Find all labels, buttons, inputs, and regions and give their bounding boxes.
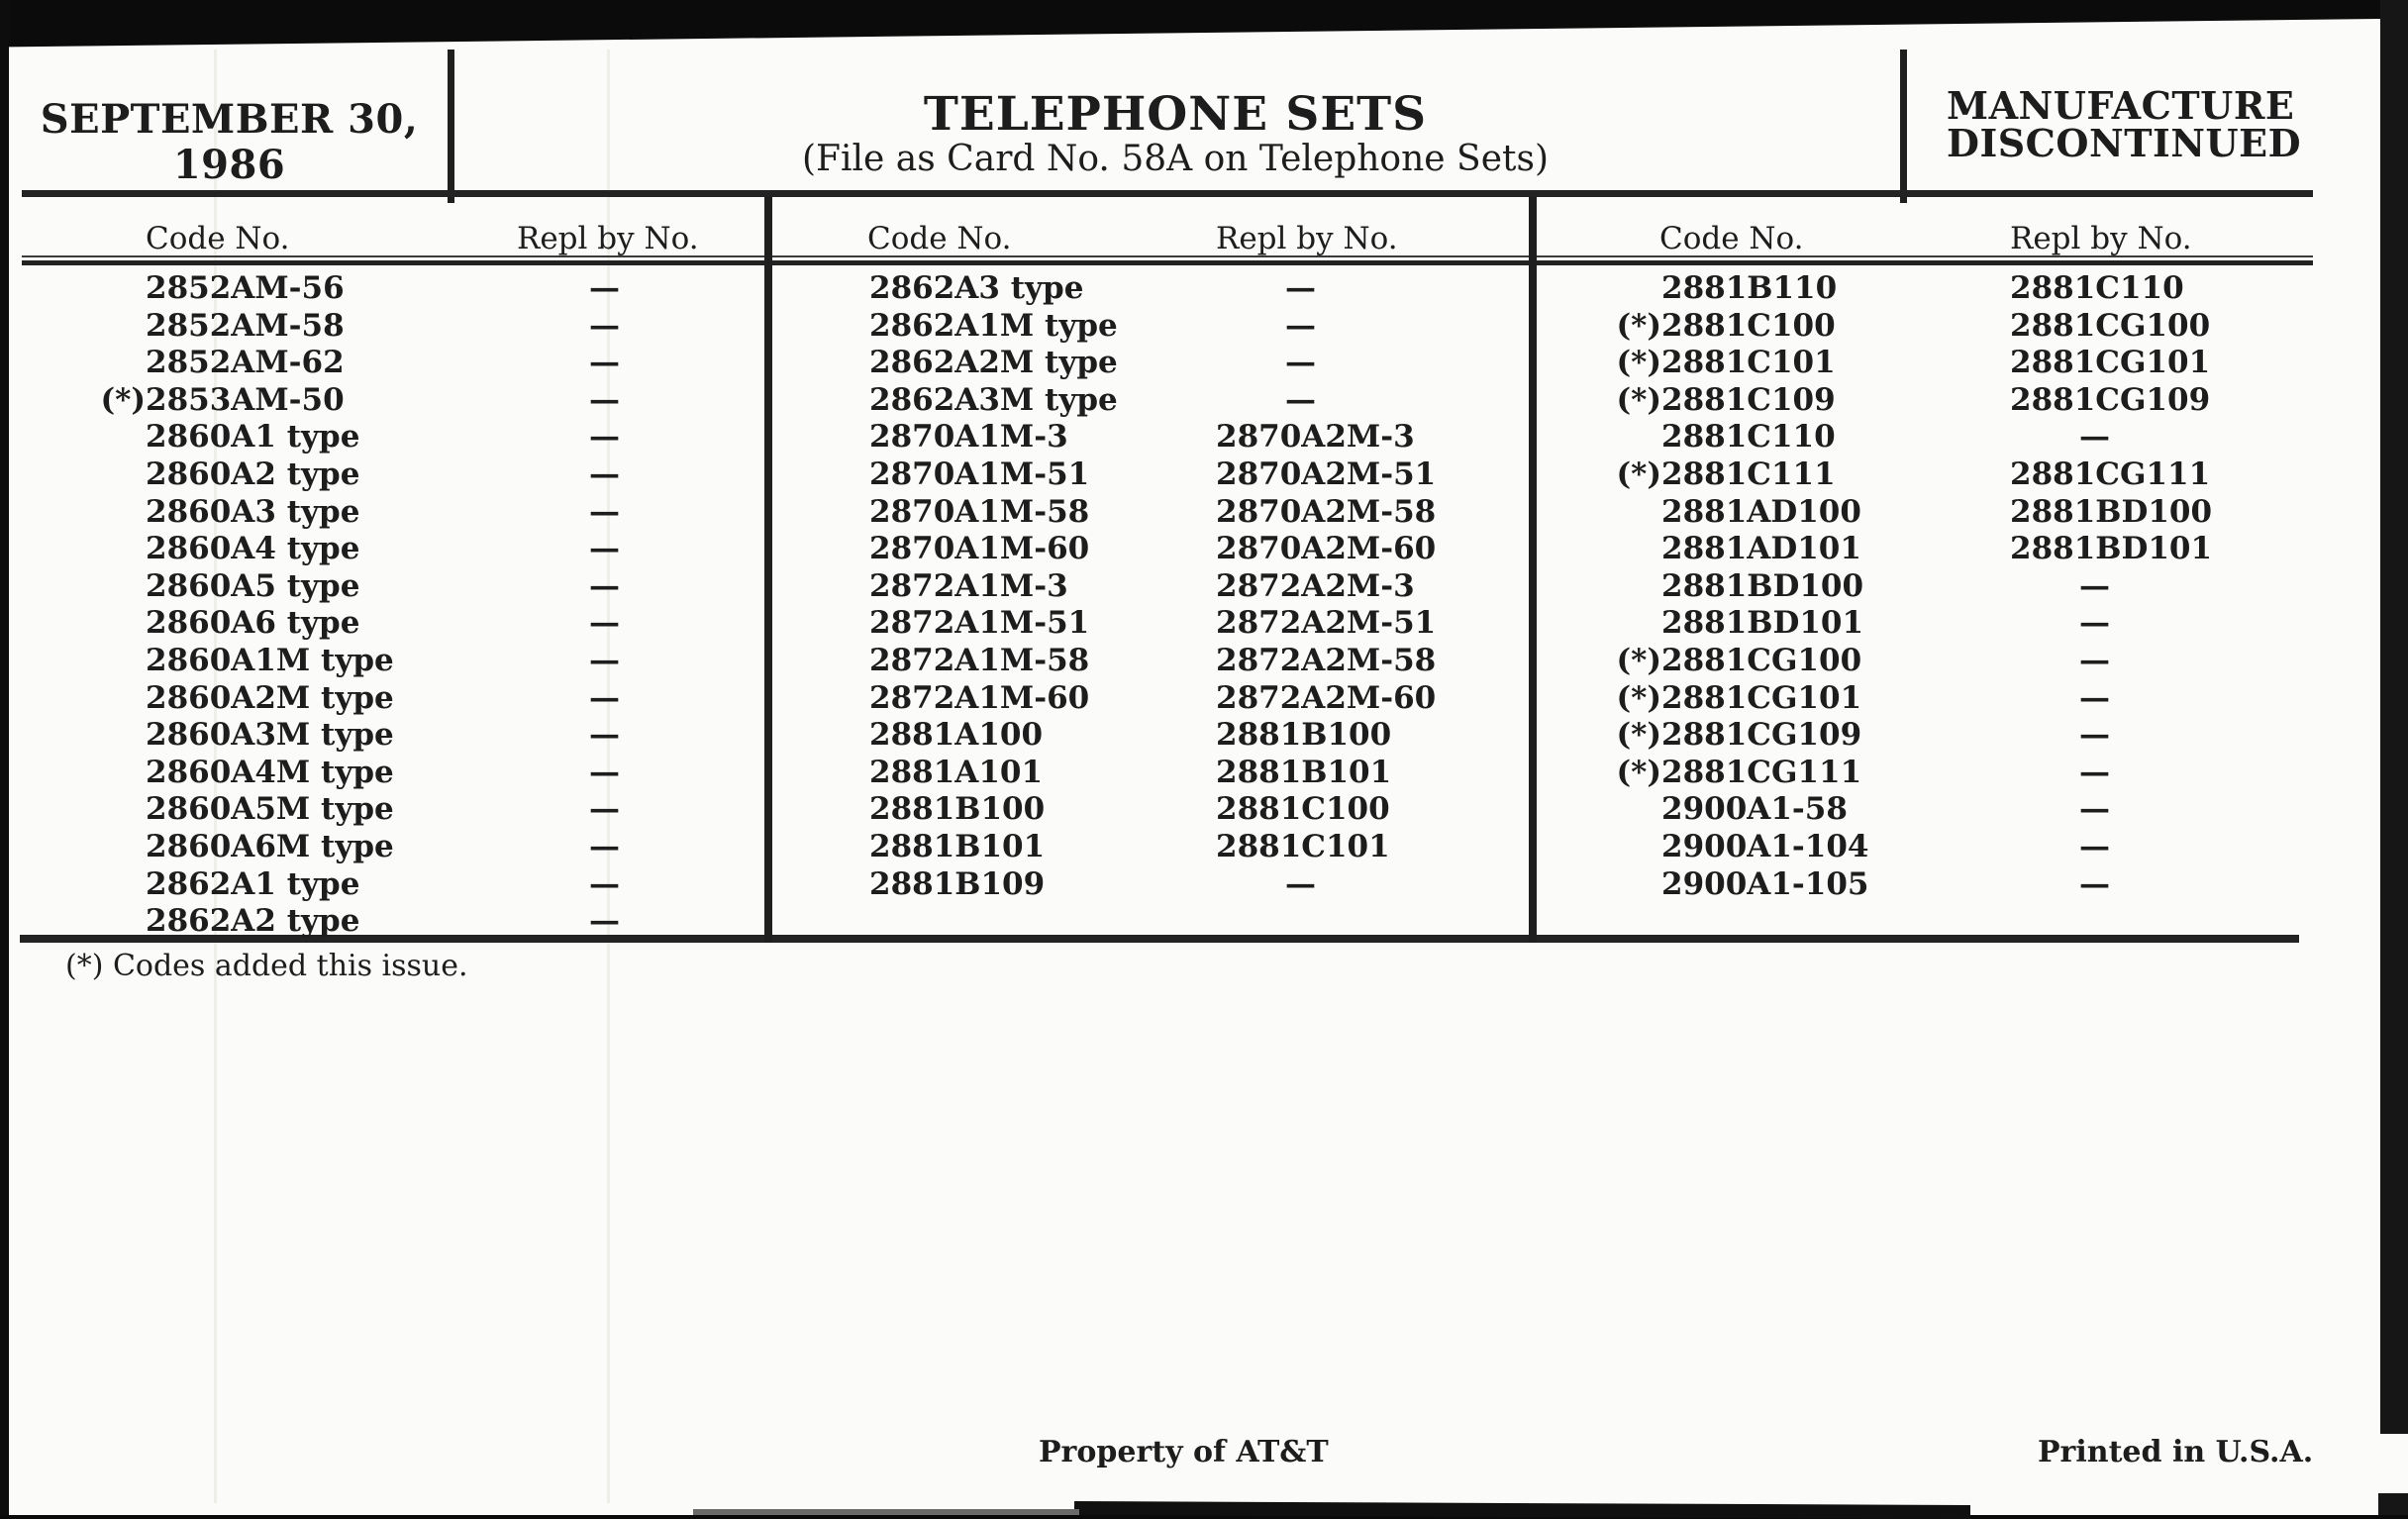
code-cell: 2881BD101 <box>1661 605 1864 642</box>
repl-cell: — <box>589 456 619 492</box>
code-cell: (*) 2881C100 <box>1616 307 1836 344</box>
repl-cell: 2881CG100 <box>2010 307 2211 344</box>
table-row <box>146 345 759 382</box>
scan-artifact-left <box>0 0 9 1515</box>
code-cell: 2860A3 type <box>146 493 360 530</box>
table-row <box>146 494 759 532</box>
table-row <box>146 531 759 568</box>
new-code-marker: (*) <box>1616 381 1661 418</box>
repl-cell: — <box>589 567 619 604</box>
table-row <box>1661 866 2275 904</box>
repl-cell: — <box>1285 270 1315 306</box>
code-cell: 2881B110 <box>1661 270 1838 306</box>
code-cell: 2862A3 type <box>869 270 1084 306</box>
table-row <box>869 829 1483 866</box>
repl-cell: — <box>589 642 619 678</box>
table-section-1 <box>100 270 759 941</box>
table-row <box>146 643 759 680</box>
footer-property: Property of AT&T <box>1039 1435 1329 1469</box>
repl-by-no-header-1: Repl by No. <box>517 221 699 256</box>
repl-cell: — <box>589 754 619 790</box>
repl-by-no-header-3: Repl by No. <box>2010 221 2192 256</box>
code-cell: 2870A1M-58 <box>869 493 1090 530</box>
table-row <box>146 866 759 904</box>
code-cell: 2881C110 <box>1661 419 1836 456</box>
code-cell: 2870A1M-51 <box>869 456 1090 492</box>
code-cell: 2860A1M type <box>146 642 394 678</box>
scan-artifact-bottom <box>1074 1501 1970 1519</box>
table-row <box>146 308 759 346</box>
new-code-marker: (*) <box>1616 679 1661 716</box>
code-cell: (*) 2853AM-50 <box>100 381 345 418</box>
table-row <box>1661 791 2275 829</box>
repl-by-no-header-2: Repl by No. <box>1216 221 1398 256</box>
repl-cell: 2872A2M-3 <box>1216 567 1415 604</box>
code-cell: 2862A2M type <box>869 345 1118 381</box>
code-cell: 2872A1M-58 <box>869 642 1090 678</box>
code-no-header-1: Code No. <box>146 221 290 256</box>
code-no-header-2: Code No. <box>867 221 1012 256</box>
repl-cell: — <box>589 865 619 902</box>
code-cell: 2852AM-62 <box>146 345 345 381</box>
table-row <box>869 605 1483 643</box>
status-line1: MANUFACTURE <box>1947 83 2295 128</box>
code-cell: (*) 2881CG111 <box>1616 754 1862 790</box>
new-code-marker: (*) <box>1616 345 1661 381</box>
repl-cell: — <box>2079 419 2109 456</box>
repl-cell: 2872A2M-51 <box>1216 605 1437 642</box>
table-row <box>1661 605 2275 643</box>
table-row <box>146 755 759 792</box>
repl-cell: — <box>589 307 619 344</box>
repl-cell: 2881C100 <box>1216 791 1390 828</box>
table-row <box>869 419 1483 456</box>
code-cell: 2860A1 type <box>146 419 360 456</box>
repl-cell: — <box>2079 828 2109 864</box>
section-divider-2 <box>1529 197 1537 943</box>
issue-date <box>8 97 451 188</box>
table-row <box>146 419 759 456</box>
repl-cell: 2881BD100 <box>2010 493 2213 530</box>
code-cell: 2900A1-58 <box>1661 791 1848 828</box>
table-row <box>869 270 1483 308</box>
repl-cell: — <box>589 679 619 716</box>
repl-cell: — <box>589 903 619 940</box>
page-title: TELEPHONE SETS <box>923 87 1428 142</box>
table-row <box>869 494 1483 532</box>
table-row <box>1616 717 2275 755</box>
repl-cell: — <box>2079 605 2109 642</box>
issue-date-line1: SEPTEMBER 30, <box>40 96 419 143</box>
code-cell: 2860A5M type <box>146 791 394 828</box>
repl-cell: — <box>589 419 619 456</box>
table-row <box>146 456 759 494</box>
table-row <box>146 568 759 606</box>
table-row <box>1661 494 2275 532</box>
repl-cell: — <box>1285 307 1315 344</box>
code-cell: 2881B101 <box>869 828 1046 864</box>
table-row <box>869 308 1483 346</box>
table-row <box>146 270 759 308</box>
repl-cell: — <box>2079 679 2109 716</box>
table-row <box>869 382 1483 420</box>
repl-cell: 2881B101 <box>1216 754 1392 790</box>
repl-cell: 2872A2M-60 <box>1216 679 1437 716</box>
column-header-rule-thin <box>22 255 2313 257</box>
repl-cell: — <box>2079 567 2109 604</box>
code-cell: 2852AM-56 <box>146 270 345 306</box>
repl-cell: 2881B100 <box>1216 717 1392 754</box>
code-cell: 2852AM-58 <box>146 307 345 344</box>
table-row <box>1616 754 2275 792</box>
table-row <box>869 531 1483 568</box>
repl-cell: 2872A2M-58 <box>1216 642 1437 678</box>
code-cell: 2862A3M type <box>869 381 1118 418</box>
repl-cell: 2881CG109 <box>2010 381 2211 418</box>
code-cell: 2872A1M-51 <box>869 605 1090 642</box>
code-cell: 2872A1M-3 <box>869 567 1068 604</box>
code-cell: 2860A4M type <box>146 754 394 790</box>
page-subtitle: (File as Card No. 58A on Telephone Sets) <box>802 139 1549 179</box>
code-cell: 2870A1M-60 <box>869 531 1090 567</box>
table-row <box>869 791 1483 829</box>
table-row <box>1661 568 2275 606</box>
repl-cell: — <box>589 828 619 864</box>
table-row <box>869 456 1483 494</box>
table-row <box>146 717 759 755</box>
repl-cell: — <box>1285 381 1315 418</box>
table-row <box>1616 381 2275 420</box>
title-block <box>451 89 1900 178</box>
repl-cell: — <box>2079 717 2109 754</box>
repl-cell: 2881C110 <box>2010 270 2184 306</box>
table-row <box>146 680 759 718</box>
code-no-header-3: Code No. <box>1659 221 1804 256</box>
new-code-marker: (*) <box>100 381 146 418</box>
table-row <box>869 866 1483 904</box>
repl-cell: — <box>2079 642 2109 678</box>
issue-date-line2: 1986 <box>172 142 286 188</box>
code-cell: 2900A1-104 <box>1661 828 1869 864</box>
code-cell: 2862A1 type <box>146 865 360 902</box>
code-cell: 2860A3M type <box>146 717 394 754</box>
table-row <box>1616 456 2275 494</box>
code-cell: 2862A2 type <box>146 903 360 940</box>
code-cell: 2881AD100 <box>1661 493 1861 530</box>
code-cell: (*) 2881C101 <box>1616 345 1836 381</box>
table-section-2 <box>869 270 1483 903</box>
repl-cell: — <box>589 381 619 418</box>
scan-artifact-right <box>2380 0 2408 1434</box>
table-row <box>1616 679 2275 718</box>
code-cell: 2881A100 <box>869 717 1044 754</box>
code-cell: 2881B109 <box>869 865 1046 902</box>
table-row <box>869 717 1483 755</box>
repl-cell: 2881C101 <box>1216 828 1390 864</box>
repl-cell: — <box>589 270 619 306</box>
code-cell: 2860A5 type <box>146 567 360 604</box>
code-cell: 2860A6 type <box>146 605 360 642</box>
repl-cell: — <box>2079 791 2109 828</box>
table-row <box>1661 270 2275 308</box>
repl-cell: — <box>1285 865 1315 902</box>
code-cell: (*) 2881CG101 <box>1616 679 1862 716</box>
table-row <box>1661 531 2275 568</box>
code-cell: 2860A2M type <box>146 679 394 716</box>
table-row <box>146 829 759 866</box>
repl-cell: — <box>589 605 619 642</box>
code-cell: 2862A1M type <box>869 307 1118 344</box>
code-cell: (*) 2881C111 <box>1616 456 1836 492</box>
repl-cell: 2881BD101 <box>2010 531 2213 567</box>
code-cell: 2872A1M-60 <box>869 679 1090 716</box>
repl-cell: — <box>589 493 619 530</box>
status-line2: DISCONTINUED <box>1947 121 2302 165</box>
code-cell: 2881B100 <box>869 791 1046 828</box>
repl-cell: 2870A2M-51 <box>1216 456 1437 492</box>
code-cell: 2900A1-105 <box>1661 865 1869 902</box>
new-code-marker: (*) <box>1616 307 1661 344</box>
code-cell: 2860A2 type <box>146 456 360 492</box>
repl-cell: 2870A2M-58 <box>1216 493 1437 530</box>
repl-cell: — <box>2079 754 2109 790</box>
new-code-marker: (*) <box>1616 456 1661 492</box>
table-row <box>146 903 759 941</box>
repl-cell: 2870A2M-3 <box>1216 419 1415 456</box>
header-divider-right <box>1900 50 1907 203</box>
scan-artifact-corner <box>2378 1493 2408 1515</box>
code-cell: 2881A101 <box>869 754 1044 790</box>
footnote: (*) Codes added this issue. <box>65 949 468 983</box>
repl-cell: — <box>589 717 619 754</box>
code-cell: 2860A4 type <box>146 531 360 567</box>
code-cell: 2881AD101 <box>1661 531 1861 567</box>
table-row <box>1616 307 2275 346</box>
table-row <box>869 345 1483 382</box>
new-code-marker: (*) <box>1616 754 1661 790</box>
code-cell: (*) 2881C109 <box>1616 381 1836 418</box>
table-row <box>869 643 1483 680</box>
header-rule <box>22 190 2313 197</box>
section-divider-1 <box>764 197 772 943</box>
repl-cell: — <box>589 531 619 567</box>
code-cell: (*) 2881CG100 <box>1616 642 1862 678</box>
repl-cell: 2870A2M-60 <box>1216 531 1437 567</box>
table-section-3 <box>1616 270 2275 903</box>
repl-cell: — <box>2079 865 2109 902</box>
code-cell: 2860A6M type <box>146 828 394 864</box>
repl-cell: 2881CG101 <box>2010 345 2211 381</box>
repl-cell: — <box>1285 345 1315 381</box>
table-row <box>869 568 1483 606</box>
status-block <box>1947 83 2302 165</box>
code-cell: (*) 2881CG109 <box>1616 717 1862 754</box>
table-row <box>869 755 1483 792</box>
table-row <box>146 791 759 829</box>
table-row <box>1616 345 2275 382</box>
table-row <box>100 381 759 420</box>
scan-artifact-bottom-tail <box>693 1509 1079 1515</box>
table-row <box>869 680 1483 718</box>
new-code-marker: (*) <box>1616 642 1661 678</box>
code-cell: 2870A1M-3 <box>869 419 1068 456</box>
table-row <box>1661 829 2275 866</box>
table-row <box>1661 419 2275 456</box>
repl-cell: — <box>589 345 619 381</box>
table-row <box>1616 642 2275 680</box>
code-cell: 2881BD100 <box>1661 567 1864 604</box>
header-divider-left <box>448 50 454 203</box>
new-code-marker: (*) <box>1616 717 1661 754</box>
footer-printed: Printed in U.S.A. <box>2038 1435 2314 1469</box>
repl-cell: — <box>589 791 619 828</box>
repl-cell: 2881CG111 <box>2010 456 2211 492</box>
table-row <box>146 605 759 643</box>
column-header-rule-thick <box>22 260 2313 265</box>
